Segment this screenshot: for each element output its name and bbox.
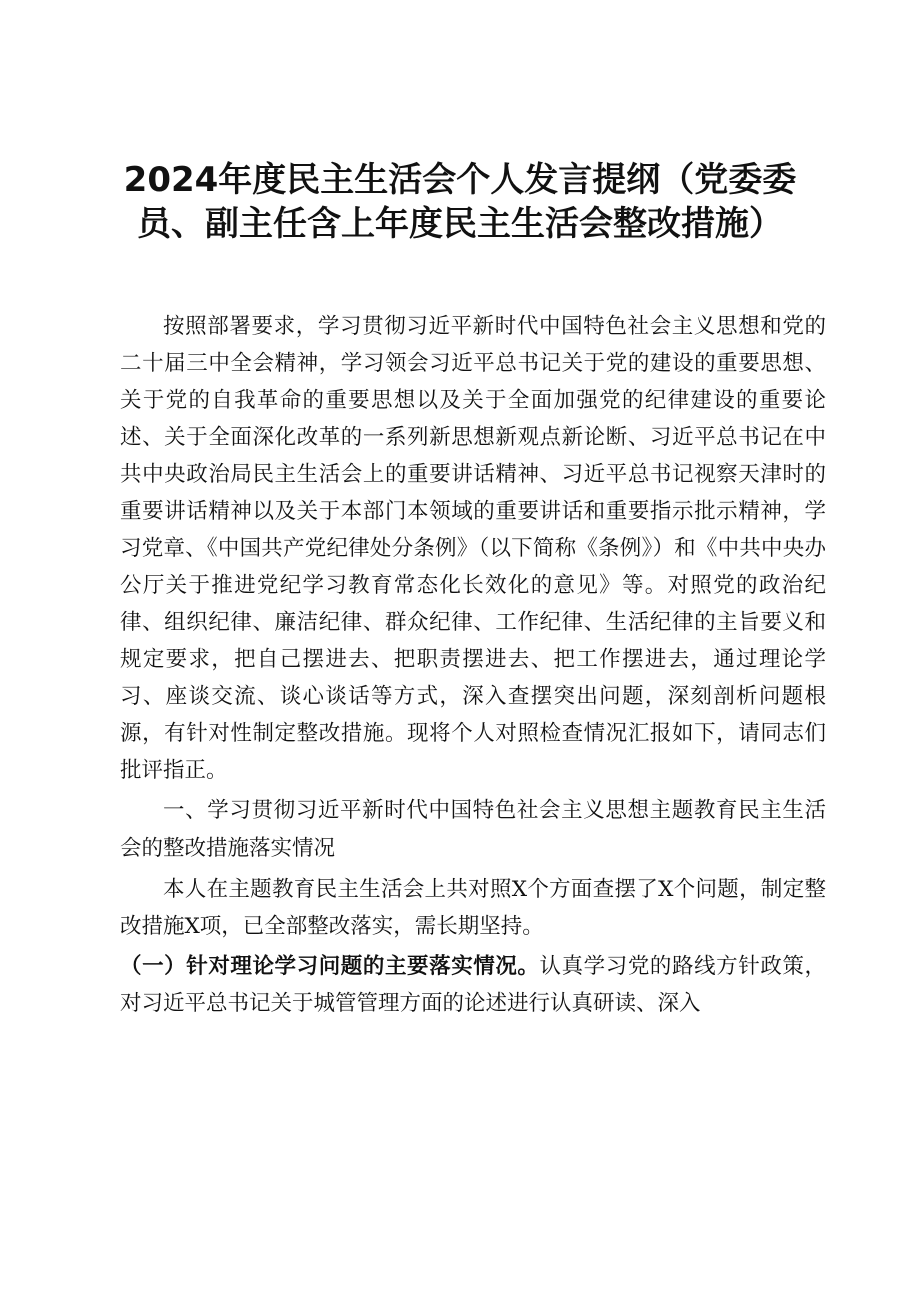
intro-paragraph: 按照部署要求，学习贯彻习近平新时代中国特色社会主义思想和党的二十届三中全会精神，学习领会习近平总书记关于党的建设的重要思想、关于党的自我革命的重要思想以及关于全面加强党的纪律建设的重要论述、关于全面深化改革的一系列新思想新观点新论断、习近平总书记在中共中央政治局民主生活会上的重要讲话精神、习近平总书记视察天津时的重要讲话精神以及关于本部门本领域的重要讲话和重要指示批示精神，学习党章、《中国共产党纪律处分条例》（以下简称《条例》）和《中共中央办公厅关于推进党纪学习教育常态化长效化的意见》等。对照党的政治纪律、组织纪律、廉洁纪律、群众纪律、工作纪律、生活纪律的主旨要义和规定要求，把自己摆进去、把职责摆进去、把工作摆进去，通过理论学习、座谈交流、谈心谈话等方式，深入查摆突出问题，深刻剖析问题根源，有针对性制定整改措施。现将个人对照检查情况汇报如下，请同志们批评指正。 [120, 314, 826, 783]
subsection-1-text: 认真学习党的路线方针政策，对习近平总书记关于城管管理方面的论述进行认真研读、深入 [120, 954, 826, 1016]
document-title [110, 158, 810, 246]
title-line-2: 员、副主任含上年度民主生活会整改措施） [137, 204, 783, 244]
section-1-paragraph: 本人在主题教育民主生活会上共对照X个方面查摆了X个问题，制定整改措施X项，已全部整改落实，需长期坚持。 [120, 877, 826, 939]
subsection-1-lead: （一）针对理论学习问题的主要落实情况。 [120, 954, 540, 979]
section-1-heading: 一、学习贯彻习近平新时代中国特色社会主义思想主题教育民主生活会的整改措施落实情况 [120, 798, 826, 861]
subsection-1-paragraph [120, 948, 826, 1022]
document-body [120, 308, 826, 1022]
title-line-1: 2024年度民主生活会个人发言提纲（党委委 [123, 160, 797, 200]
